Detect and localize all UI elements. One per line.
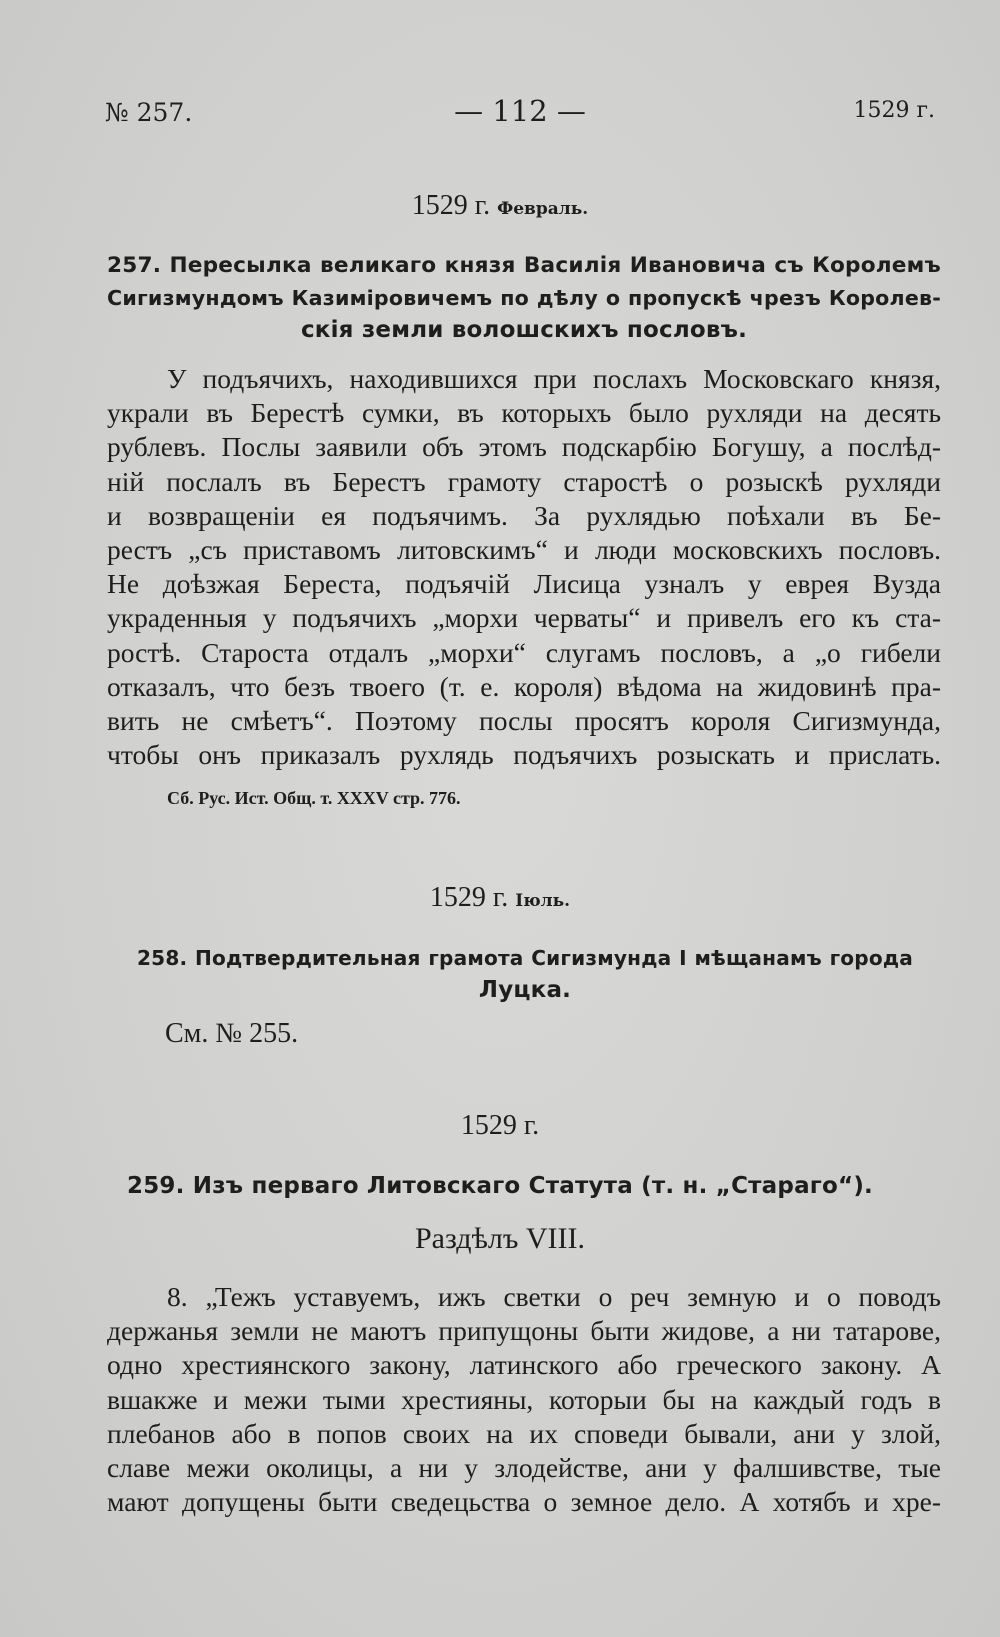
entry-257-date-month: Февраль. (497, 199, 589, 219)
page-header (105, 94, 935, 138)
body-line: ній послалъ въ Берестъ грамоту старостѣ о розыскѣ рухляди (107, 465, 941, 497)
body-line: славе межи околицы, а ни у злодействе, ани у фалшивстве, тые (107, 1451, 941, 1483)
entry-259-date-g: г. (523, 1110, 540, 1141)
entry-259-title-line: 259. Изъ перваго Литовскаго Статута (т. н. „Стараго“). (127, 1173, 873, 1199)
body-line: У подъячихъ, находившихся при послахъ Московскаго князя, (167, 363, 941, 394)
entry-257-date-g: г. (474, 190, 491, 221)
entry-257-title-line: 257. Пересылка великаго князя Василія Ивановича съ Королемъ (107, 253, 941, 278)
body-line: украли въ Берестѣ сумки, въ которыхъ было рухляди на десять (107, 397, 941, 429)
body-line: отказалъ, что безъ твоего (т. е. короля) вѣдома на жидовинѣ пра- (107, 670, 941, 702)
entry-258-date-year: 1529 (429, 882, 486, 913)
body-line: плебанов або в попов своих на их споведи бывали, ани у злой, (107, 1417, 941, 1449)
body-line: одно хрестиянского закону, латинского або греческого закону. А (107, 1349, 941, 1381)
entry-258-title-line: 258. Подтвердительная грамота Сигизмунда I мѣщанамъ города (137, 946, 913, 970)
body-line: чтобы онъ приказалъ рухлядь подъячихъ розыскать и прислать. (107, 739, 941, 771)
entry-258-see-reference: См. № 255. (165, 1018, 299, 1049)
header-year: 1529 г. (853, 98, 935, 123)
body-line: рублевъ. Послы заявили объ этомъ подскарбію Богушу, а послѣд- (107, 431, 941, 463)
entry-257-citation: Сб. Рус. Ист. Общ. т. XXXV стр. 776. (167, 788, 461, 808)
body-line: вшакже и межи тыми хрестияны, которыи бы на каждый годъ в (107, 1383, 941, 1415)
entry-257-date-year: 1529 (411, 190, 468, 221)
entry-258-title (137, 942, 913, 1006)
entry-257-title-line: скія земли волошскихъ пословъ. (300, 317, 748, 343)
entry-257-date (0, 190, 1000, 222)
entry-259-section-heading: Раздѣлъ VIII. (415, 1222, 585, 1255)
header-document-number: № 257. (105, 98, 193, 127)
entry-258-date (0, 882, 1000, 914)
entry-259-date-year: 1529 (460, 1110, 517, 1141)
body-line: ростѣ. Староста отдалъ „морхи“ слугамъ пословъ, а „о гибели (107, 636, 941, 668)
entry-259-title (0, 1170, 1000, 1202)
body-line: украденныя у подъячихъ „морхи черваты“ и привелъ его къ ста- (107, 602, 941, 634)
entry-257-title (107, 250, 941, 346)
body-line: вить не смѣетъ“. Поэтому послы просятъ короля Сигизмунда, (107, 704, 941, 736)
body-line: 8. „Тежъ уставуемъ, ижъ светки о реч земную и о поводъ (167, 1281, 941, 1312)
body-line: Не доѣзжая Береста, подъячій Лисица узналъ у еврея Вузда (107, 568, 941, 600)
entry-257-body (107, 362, 941, 772)
body-line: держанья земли не маютъ припущоны быти жидове, а ни татарове, (107, 1315, 941, 1347)
body-line: рестъ „съ приставомъ литовскимъ“ и люди московскихъ пословъ. (107, 533, 941, 565)
header-page-number: — 112 — (454, 94, 586, 128)
entry-258-date-month: Іюль. (515, 891, 571, 911)
entry-259-date (0, 1110, 1000, 1142)
entry-257-title-line: Сигизмундомъ Казиміровичемъ по дѣлу о пропускѣ чрезъ Королев- (107, 286, 941, 310)
body-line: мают допущены быти сведецьства о земное дело. А хотябъ и хре- (107, 1486, 941, 1518)
entry-258-date-g: г. (492, 882, 509, 913)
entry-259-body (107, 1280, 941, 1519)
entry-258-title-line: Луцка. (478, 977, 572, 1003)
body-line: и возвращеніи ея подъячимъ. За рухлядью поѣхали въ Бе- (107, 499, 941, 531)
